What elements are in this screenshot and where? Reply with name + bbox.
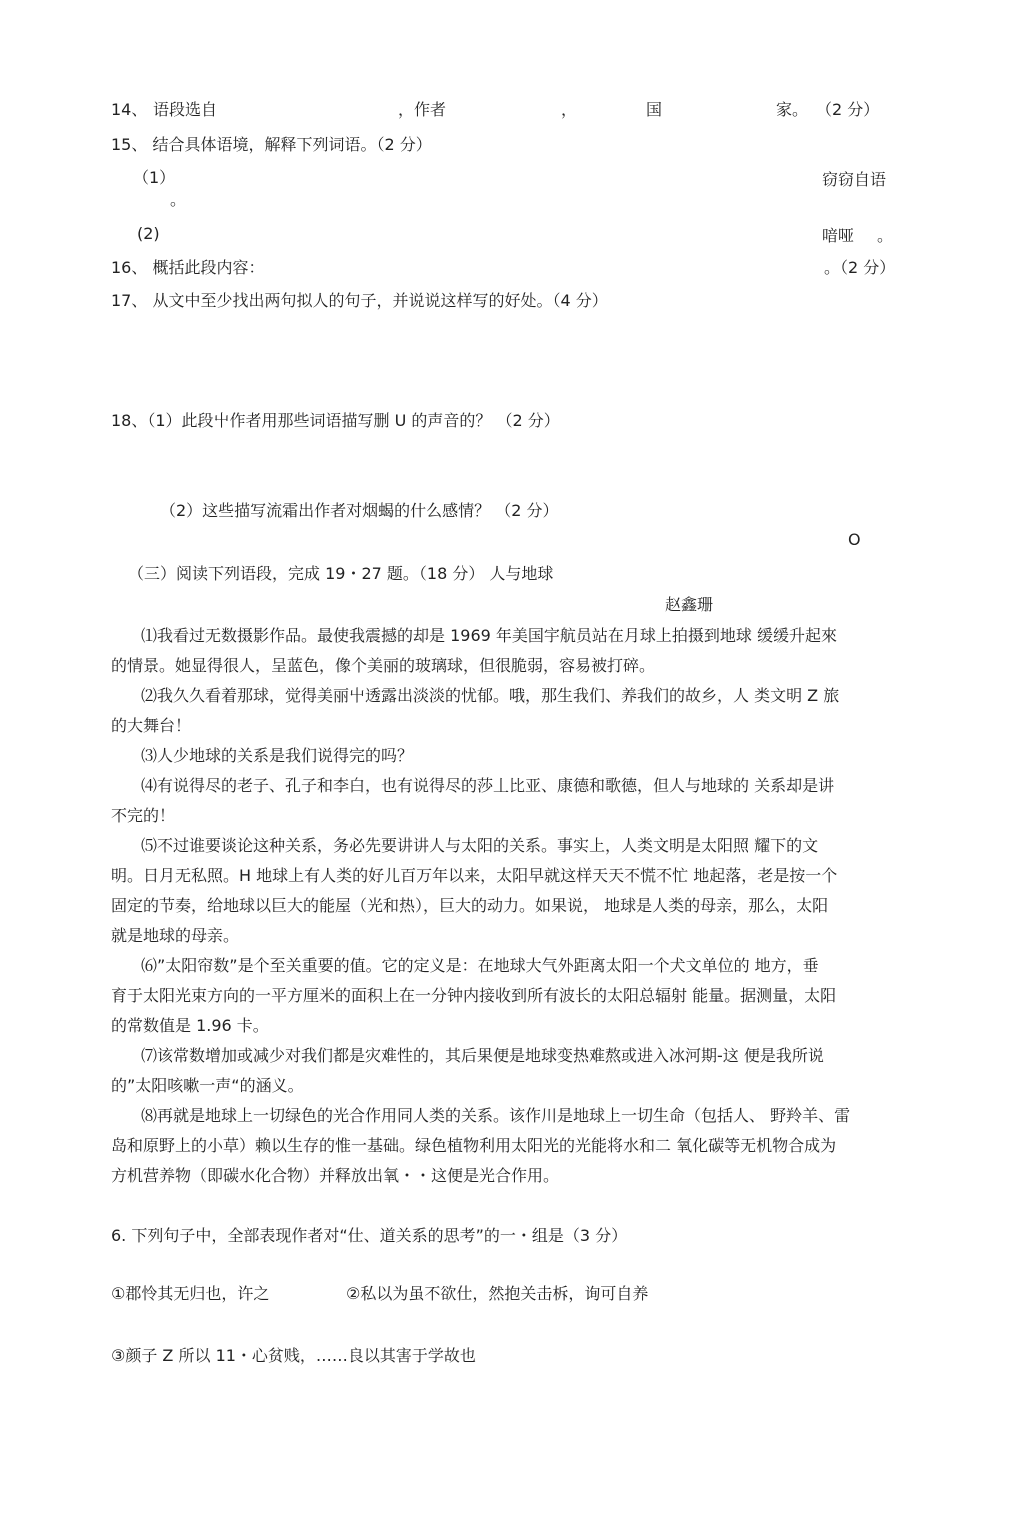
q16-text: 16、 概括此段内容：: [111, 258, 265, 277]
q14-number: 14、: [111, 100, 148, 119]
q18-part1: 18、（1）此段屮作者用那些词语描写删 U 的声音的？ （2 分）: [111, 411, 560, 430]
passage-line: 固定的节奏，给地球以巨大的能屋（光和热），巨大的动力。如果说， 地球是人类的母亲，那么，太阳: [111, 896, 829, 915]
passage-line: ⑸不过谁要谈论这种关系，务必先要讲讲人与太阳的关系。事实上，人类文明是太阳照 耀下的文: [141, 836, 819, 855]
q15-item2-end: 。: [877, 226, 894, 245]
passage-author: 赵鑫珊: [665, 595, 714, 614]
q15-item2-word: 喑哑: [822, 226, 855, 245]
q18-part2: （2）这些描写流霜出作者对烟蝎的什么感情？ （2 分）: [160, 501, 559, 520]
passage-line: ⑺该常数增加或减少对我们都是灾难性的，其后果便是地球变热难熬或进入冰河期-这 便是我所说: [141, 1046, 824, 1065]
q6-option-1: ①郡怜其无归也，许之: [111, 1284, 270, 1303]
passage-line: ⑹”太阳帘数”是个至关重要的值。它的定义是：在地球大气外距离太阳一个犬文单位的 地方，垂: [141, 956, 819, 975]
q14-author-label: ，作者: [398, 100, 447, 119]
passage-line: 明。日月无私照。H 地球上有人类的好儿百万年以来，太阳早就这样天天不慌不忙 地起落，老是按一个: [111, 866, 838, 885]
passage-paragraph-5: [111, 831, 911, 951]
passage-line: 的大舞台！: [111, 716, 192, 735]
passage-paragraph-7: [111, 1041, 911, 1101]
passage-line: ⑴我看过无数摄影作品。最使我震撼的却是 1969 年美国宇航员站在月球上拍摄到地球 缓缓升起來: [141, 626, 837, 645]
passage-line: 的”太阳咳嗽一声“的涵义。: [111, 1076, 304, 1095]
q14-label: 语段选自: [153, 100, 218, 119]
passage-line: ⑶人少地球的关系是我们说得完的吗？: [141, 746, 414, 765]
passage-line: ⑻再就是地球上一切绿色的光合作用同人类的关系。该作川是地球上一切生命（包括人、 野羚羊、雷: [141, 1106, 851, 1125]
passage-line: 方机营养物（即碳水化合物）并释放出氧・・这便是光合作用。: [111, 1166, 560, 1185]
q6-text: 6. 下列句子中，全部表现作者对“仕、道关系的思考”的一・组是（3 分）: [111, 1226, 628, 1245]
q14-score: （2 分）: [816, 100, 880, 119]
q17-text: 17、 从文中至少找出两句拟人的句子，并说说这样写的好处。（4 分）: [111, 291, 608, 310]
section3-heading: （三）阅读下列语段，完成 19・27 题。（18 分） 人与地球: [128, 564, 554, 583]
stray-mark: O: [848, 530, 861, 549]
passage-line: 岛和原野上的小草）赖以生存的惟一基础。绿色植物利用太阳光的光能将水和二 氧化碳等无机物合成为: [111, 1136, 837, 1155]
q15-item1-word: 窃窃自语: [822, 170, 887, 189]
passage-line: 育于太阳光束方向的一平方厘米的面积上在一分钟内接收到所有波长的太阳总辐射 能量。据测量，太阳: [111, 986, 837, 1005]
passage-line: 就是地球的母亲。: [111, 926, 240, 945]
q15-item1-number: （1）: [133, 168, 176, 187]
passage-line: ⑵我久久看着那球，觉得美丽屮透露出淡淡的忧郁。哦，那生我们、养我们的故乡，人 类文明 Z 旅: [141, 686, 840, 705]
passage-paragraph-2: [111, 681, 911, 741]
passage-line: 的常数值是 1.96 卡。: [111, 1016, 269, 1035]
passage-line: 不完的！: [111, 806, 176, 825]
q15-item2-number: (2): [137, 224, 160, 243]
q6-option-3: ③颜子 Z 所以 11・心贫贱，……良以其害于学故也: [111, 1346, 476, 1365]
passage-line: ⑷有说得尽的老子、孔子和李白，也有说得尽的莎丄比亚、康德和歌德，但人与地球的 关系却是讲: [141, 776, 835, 795]
passage-paragraph-1: [111, 621, 911, 681]
passage-paragraph-3: [111, 741, 911, 771]
q14-country-1: 国: [646, 100, 663, 119]
passage-paragraph-8: [111, 1101, 911, 1191]
q15-text: 15、 结合具体语境，解释下列词语。（2 分）: [111, 135, 432, 154]
passage-paragraph-6: [111, 951, 911, 1041]
passage-paragraph-4: [111, 771, 911, 831]
q14-separator: ，: [561, 100, 578, 119]
passage-line: 的情景。她显得很人，呈蓝色，像个美丽的玻璃球，但很脆弱，容易被打碎。: [111, 656, 656, 675]
q6-option-2: ②私以为虽不欲仕，然抱关击柝，询可自养: [346, 1284, 649, 1303]
q15-item1-end: 。: [170, 190, 187, 209]
q14-country-2: 家。: [776, 100, 809, 119]
q16-end: 。（2 分）: [824, 258, 896, 277]
